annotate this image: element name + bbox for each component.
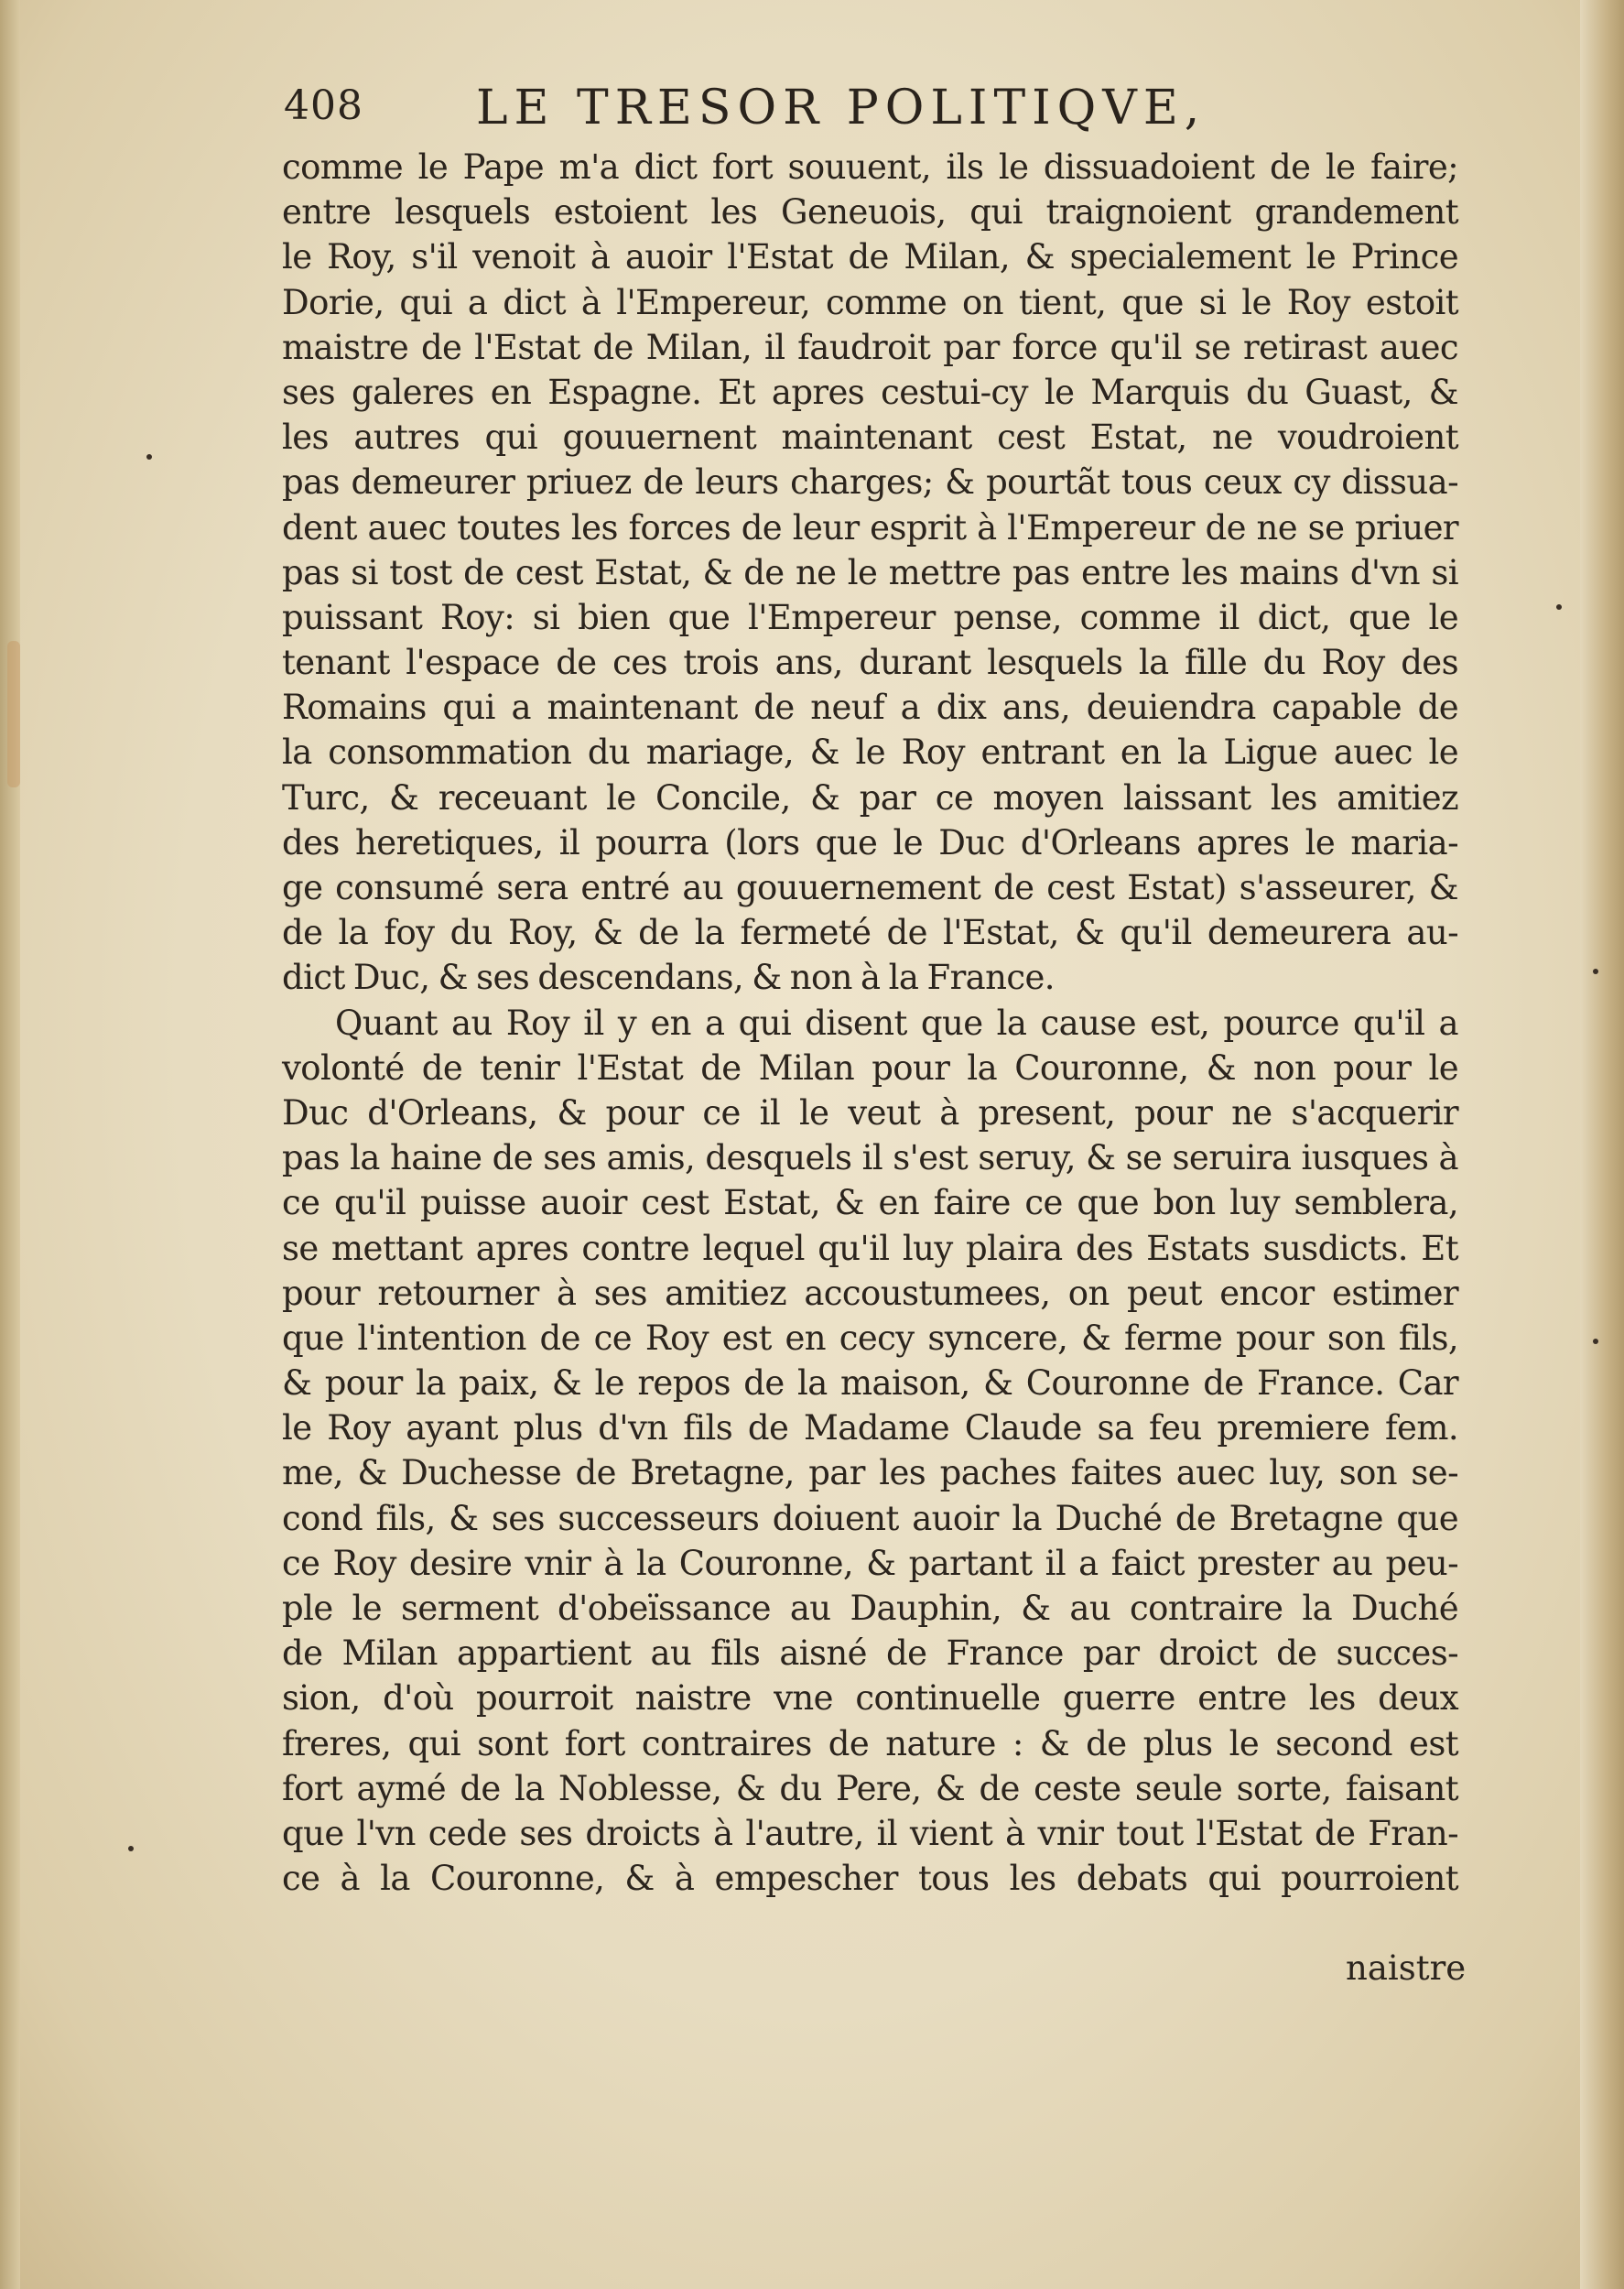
text-line: pas la haine de ses amis, desquels il s'est seruy, & se seruira iusques à	[282, 1138, 1458, 1178]
text-line: de Milan appartient au fils aisné de France par droict de succes-	[282, 1633, 1458, 1674]
ink-speck	[128, 1846, 134, 1851]
text-line: puissant Roy: si bien que l'Empereur pense, comme il dict, que le	[282, 597, 1458, 637]
text-line: volonté de tenir l'Estat de Milan pour la Couronne, & non pour le	[282, 1047, 1458, 1088]
text-line: ge consumé sera entré au gouuernement de cest Estat) s'asseurer, &	[282, 868, 1458, 907]
text-line: pour retourner à ses amitiez accoustumees, on peut encor estimer	[282, 1273, 1458, 1313]
text-line: Turc, & receuant le Concile, & par ce moyen laissant les amitiez	[282, 777, 1458, 818]
text-line: la consommation du mariage, & le Roy entrant en la Ligue auec le	[282, 732, 1458, 773]
text-line: sion, d'où pourroit naistre vne continuelle guerre entre les deux	[282, 1678, 1458, 1719]
text-line: comme le Pape m'a dict fort souuent, ils le dissuadoient de le faire;	[282, 147, 1458, 187]
paragraph-2	[282, 1001, 1458, 1902]
text-line: cond fils, & ses successeurs doiuent auoir la Duché de Bretagne que	[282, 1498, 1458, 1538]
ink-speck	[1556, 604, 1562, 610]
text-line: Duc d'Orleans, & pour ce il le veut à present, pour ne s'acquerir	[282, 1092, 1458, 1133]
text-line: ses galeres en Espagne. Et apres cestui-cy le Marquis du Guast, &	[282, 372, 1458, 412]
text-line: dent auec toutes les forces de leur esprit à l'Empereur de ne se priuer	[282, 507, 1458, 548]
page-number: 408	[284, 82, 363, 129]
paragraph-1	[282, 145, 1458, 1001]
text-line: ce à la Couronne, & à empescher tous les debats qui pourroient	[282, 1859, 1458, 1899]
ink-speck	[1593, 1339, 1598, 1344]
page-right-edge	[1580, 0, 1624, 2289]
text-line: fort aymé de la Noblesse, & du Pere, & de ceste seule sorte, faisant	[282, 1768, 1458, 1808]
text-line: les autres qui gouuernent maintenant cest Estat, ne voudroient	[282, 418, 1458, 458]
text-line: & pour la paix, & le repos de la maison, & Couronne de France. Car	[282, 1363, 1458, 1404]
text-line: freres, qui sont fort contraires de nature : & de plus le second est	[282, 1723, 1458, 1763]
text-line: que l'intention de ce Roy est en cecy syncere, & ferme pour son fils,	[282, 1318, 1458, 1358]
text-line: dict Duc, & ses descendans, & non à la France.	[282, 958, 1055, 998]
text-line: me, & Duchesse de Bretagne, par les paches faites auec luy, son se-	[282, 1453, 1458, 1493]
text-line: ce qu'il puisse auoir cest Estat, & en faire ce que bon luy semblera,	[282, 1183, 1458, 1223]
body-text	[282, 145, 1458, 1901]
page-left-edge	[0, 0, 20, 2289]
text-line: entre lesquels estoient les Geneuois, qui traignoient grandement	[282, 192, 1458, 233]
text-line: maistre de l'Estat de Milan, il faudroit par force qu'il se retirast auec	[282, 327, 1458, 367]
text-line: Quant au Roy il y en a qui disent que la cause est, pource qu'il a	[335, 1003, 1458, 1043]
text-line: pas si tost de cest Estat, & de ne le mettre pas entre les mains d'vn si	[282, 552, 1458, 592]
book-title: LE TRESOR POLITIQVE,	[476, 81, 1207, 136]
ink-speck	[146, 454, 152, 460]
text-line: se mettant apres contre lequel qu'il luy plaira des Estats susdicts. Et	[282, 1228, 1458, 1268]
text-line: Romains qui a maintenant de neuf a dix ans, deuiendra capable de	[282, 688, 1458, 728]
text-line: pas demeurer priuez de leurs charges; & pourtãt tous ceux cy dissua-	[282, 462, 1458, 503]
text-line: ce Roy desire vnir à la Couronne, & partant il a faict prester au peu-	[282, 1543, 1458, 1583]
text-line: le Roy ayant plus d'vn fils de Madame Claude sa feu premiere fem.	[282, 1408, 1458, 1448]
text-line: des heretiques, il pourra (lors que le Duc d'Orleans apres le maria-	[282, 822, 1458, 862]
text-line: de la foy du Roy, & de la fermeté de l'Estat, & qu'il demeurera au-	[282, 913, 1458, 953]
paper-stain	[7, 641, 20, 787]
text-line: le Roy, s'il venoit à auoir l'Estat de Milan, & specialement le Prince	[282, 237, 1458, 277]
ink-speck	[1593, 969, 1598, 974]
text-line: Dorie, qui a dict à l'Empereur, comme on tient, que si le Roy estoit	[282, 282, 1458, 322]
text-line: que l'vn cede ses droicts à l'autre, il vient à vnir tout l'Estat de Fran-	[282, 1813, 1458, 1853]
catchword: naistre	[1346, 1948, 1467, 1988]
running-head	[284, 81, 1474, 145]
text-line: tenant l'espace de ces trois ans, durant lesquels la fille du Roy des	[282, 643, 1458, 683]
text-line: ple le serment d'obeïssance au Dauphin, & au contraire la Duché	[282, 1589, 1458, 1628]
